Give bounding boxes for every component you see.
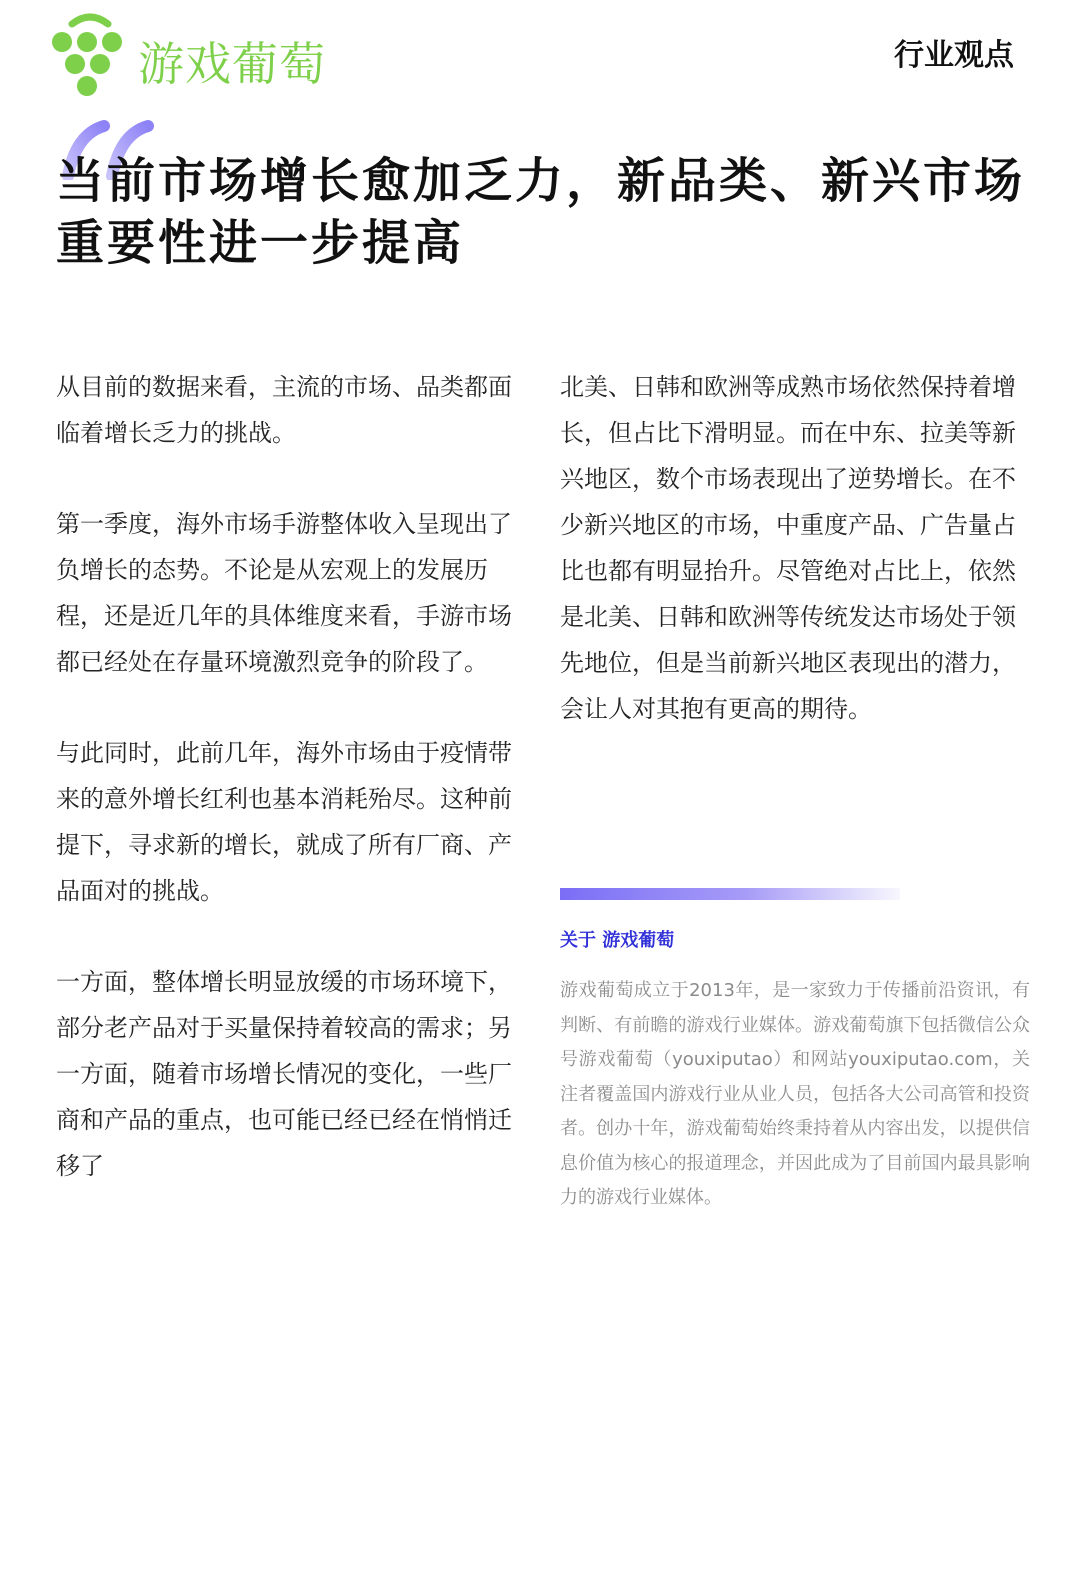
headline: 当前市场增长愈加乏力，新品类、新兴市场重要性进一步提高 [56,153,1026,271]
accent-bar [560,888,900,900]
right-column [560,364,1035,732]
section-label: 行业观点 [894,38,1014,73]
paragraph: 第一季度，海外市场手游整体收入呈现出了负增长的态势。不论是从宏观上的发展历程，还是近几年的具体维度来看，手游市场都已经处在存量环境激烈竞争的阶段了。 [56,510,512,676]
left-column [56,364,526,1234]
paragraph: 一方面，整体增长明显放缓的市场环境下，部分老产品对于买量保持着较高的需求；另一方面，随着市场增长情况的变化，一些厂商和产品的重点，也可能已经已经在悄悄迁移了 [56,968,512,1180]
about-text: 游戏葡萄成立于2013年，是一家致力于传播前沿资讯，有判断、有前瞻的游戏行业媒体。游戏葡萄旗下包括微信公众号游戏葡萄（youxiputao）和网站youxiputao.com，关注者覆盖国内游戏行业从业人员，包括各大公司高管和投资者。创办十年，游戏葡萄始终秉持着从内容出发，以提供信息价值为核心的报道理念，并因此成为了目前国内最具影响力的游戏行业媒体。 [560,980,1030,1208]
page-header [0,0,1080,110]
about-section [560,888,1030,1216]
brand-logo [50,12,330,100]
paragraph: 与此同时，此前几年，海外市场由于疫情带来的意外增长红利也基本消耗殆尽。这种前提下，寻求新的增长，就成了所有厂商、产品面对的挑战。 [56,739,512,905]
grape-logo-icon [50,12,130,100]
paragraph: 从目前的数据来看，主流的市场、品类都面临着增长乏力的挑战。 [56,373,512,447]
about-title: 关于 游戏葡萄 [560,930,675,951]
paragraph: 北美、日韩和欧洲等成熟市场依然保持着增长，但占比下滑明显。而在中东、拉美等新兴地区，数个市场表现出了逆势增长。在不少新兴地区的市场，中重度产品、广告量占比也都有明显抬升。尽管绝对占比上，依然是北美、日韩和欧洲等传统发达市场处于领先地位，但是当前新兴地区表现出的潜力，会让人对其抱有更高的期待。 [560,373,1016,723]
logo-text: 游戏葡萄 [138,37,326,91]
